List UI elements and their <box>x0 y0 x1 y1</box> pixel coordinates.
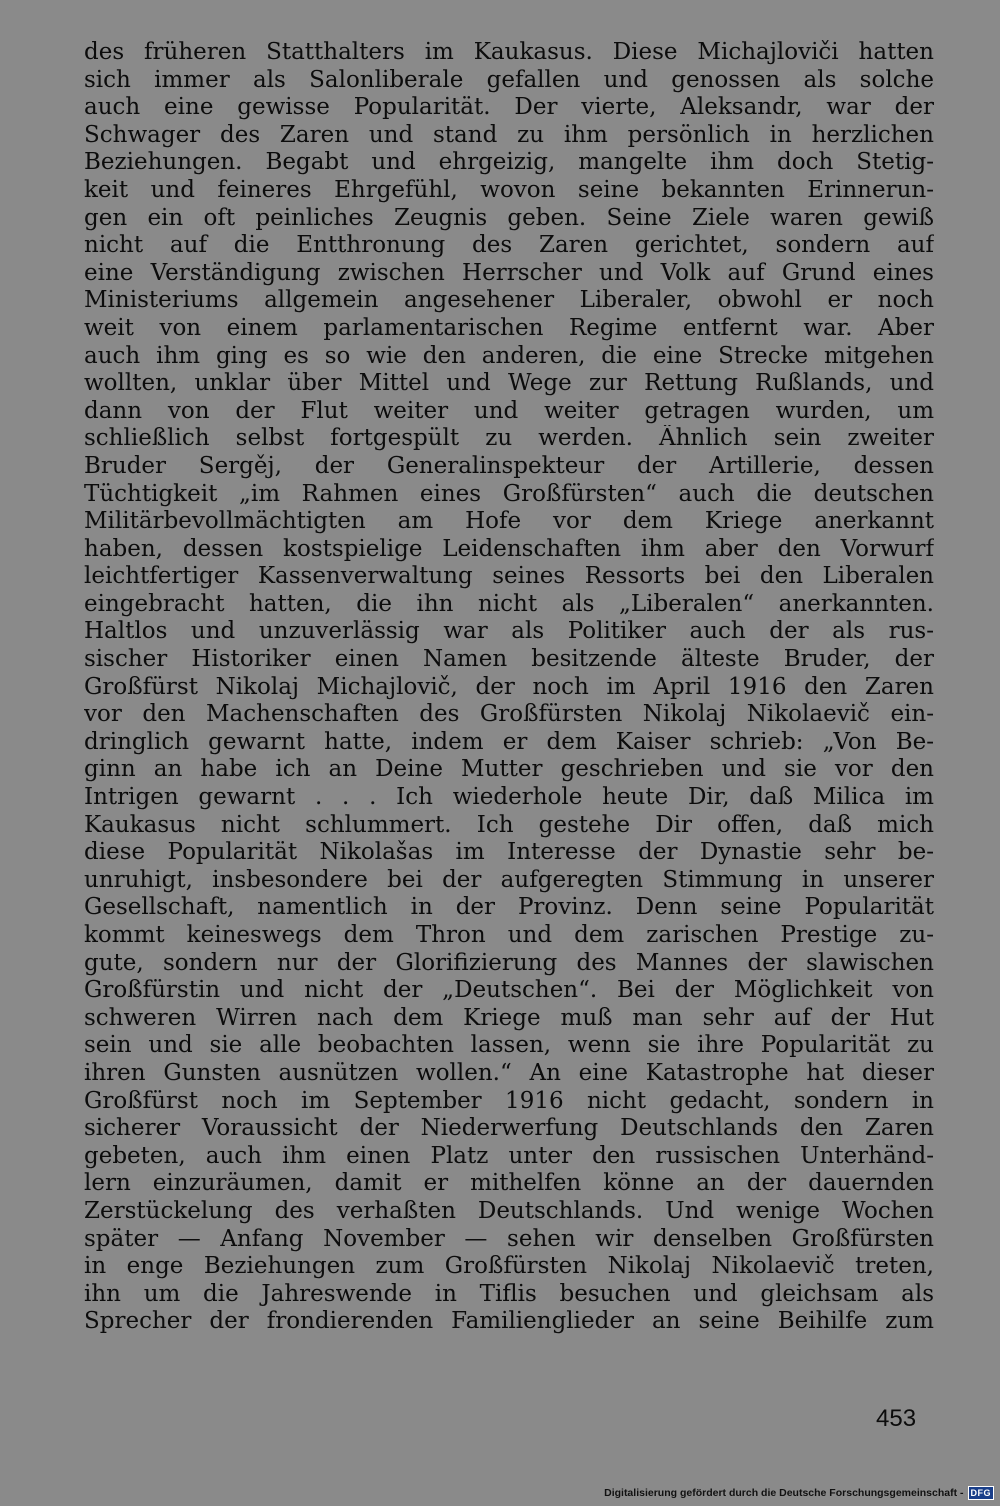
text-line: diese Popularität Nikolašas im Interesse der Dynastie sehr be- <box>84 839 934 866</box>
text-line: Großfürst noch im September 1916 nicht gedacht, sondern in <box>84 1087 934 1114</box>
text-line: Großfürstin und nicht der „Deutschen“. Bei der Möglichkeit von <box>84 977 934 1004</box>
text-line: Gesellschaft, namentlich in der Provinz. Denn seine Popularität <box>84 894 934 921</box>
text-line: später — Anfang November — sehen wir denselben Großfürsten <box>84 1225 934 1252</box>
text-line: Großfürst Nikolaj Michajlovič, der noch im April 1916 den Zaren <box>84 673 934 700</box>
text-line: gebeten, auch ihm einen Platz unter den russischen Unterhänd- <box>84 1142 934 1169</box>
text-line: Ministeriums allgemein angesehener Liberaler, obwohl er noch <box>84 287 934 314</box>
text-line: Bruder Sergěj, der Generalinspekteur der Artillerie, dessen <box>84 452 934 479</box>
text-line: schließlich selbst fortgespült zu werden. Ähnlich sein zweiter <box>84 425 934 452</box>
text-line: sein und sie alle beobachten lassen, wenn sie ihre Popularität zu <box>84 1032 934 1059</box>
text-line: weit von einem parlamentarischen Regime entfernt war. Aber <box>84 314 934 341</box>
text-line: nicht auf die Entthronung des Zaren gerichtet, sondern auf <box>84 232 934 259</box>
text-line: ginn an habe ich an Deine Mutter geschrieben und sie vor den <box>84 756 934 783</box>
text-line: haben, dessen kostspielige Leidenschaften ihm aber den Vorwurf <box>84 535 934 562</box>
dfg-logo: DFG <box>968 1486 995 1500</box>
body-text <box>84 39 934 1336</box>
text-line: Tüchtigkeit „im Rahmen eines Großfürsten“ auch die deutschen <box>84 480 934 507</box>
text-line: unruhigt, insbesondere bei der aufgeregten Stimmung in unserer <box>84 866 934 893</box>
text-line: in enge Beziehungen zum Großfürsten Nikolaj Nikolaevič treten, <box>84 1253 934 1280</box>
text-line: gute, sondern nur der Glorifizierung des Mannes der slawischen <box>84 949 934 976</box>
text-line: lern einzuräumen, damit er mithelfen könne an der dauernden <box>84 1170 934 1197</box>
text-line: Kaukasus nicht schlummert. Ich gestehe Dir offen, daß mich <box>84 811 934 838</box>
text-line: auch ihm ging es so wie den anderen, die eine Strecke mitgehen <box>84 342 934 369</box>
text-line: vor den Machenschaften des Großfürsten Nikolaj Nikolaevič ein- <box>84 701 934 728</box>
text-line: gen ein oft peinliches Zeugnis geben. Seine Ziele waren gewiß <box>84 204 934 231</box>
text-line: sicherer Voraussicht der Niederwerfung Deutschlands den Zaren <box>84 1115 934 1142</box>
text-line: keit und feineres Ehrgefühl, wovon seine bekannten Erinnerun- <box>84 176 934 203</box>
text-line: auch eine gewisse Popularität. Der vierte, Aleksandr, war der <box>84 94 934 121</box>
text-line: kommt keineswegs dem Thron und dem zarischen Prestige zu- <box>84 922 934 948</box>
text-line: Schwager des Zaren und stand zu ihm persönlich in herzlichen <box>84 121 934 148</box>
text-line: Beziehungen. Begabt und ehrgeizig, mangelte ihm doch Stetig- <box>84 149 934 176</box>
text-line: dann von der Flut weiter und weiter getragen wurden, um <box>84 397 934 424</box>
text-line: dringlich gewarnt hatte, indem er dem Kaiser schrieb: „Von Be- <box>84 728 934 755</box>
text-line: Haltlos und unzuverlässig war als Politiker auch der als rus- <box>84 618 934 645</box>
text-line: Intrigen gewarnt . . . Ich wiederhole heute Dir, daß Milica im <box>84 784 934 811</box>
text-line: eingebracht hatten, die ihn nicht als „Liberalen“ anerkannten. <box>84 590 934 617</box>
text-line: Zerstückelung des verhaßten Deutschlands. Und wenige Wochen <box>84 1197 934 1224</box>
text-line: sich immer als Salonliberale gefallen und genossen als solche <box>84 66 934 93</box>
text-line: des früheren Statthalters im Kaukasus. Diese Michajloviči hatten <box>84 39 934 65</box>
text-line: sischer Historiker einen Namen besitzende älteste Bruder, der <box>84 646 934 673</box>
text-line: Sprecher der frondierenden Familienglieder an seine Beihilfe zum <box>84 1308 934 1335</box>
digitization-credit <box>604 1486 994 1500</box>
credit-text: Digitalisierung gefördert durch die Deutsche Forschungsgemeinschaft - <box>604 1487 964 1499</box>
text-line: eine Verständigung zwischen Herrscher und Volk auf Grund eines <box>84 259 934 286</box>
page-number: 453 <box>876 1405 917 1432</box>
text-line: Militärbevollmächtigten am Hofe vor dem Kriege anerkannt <box>84 508 934 535</box>
text-line: ihn um die Jahreswende in Tiflis besuchen und gleichsam als <box>84 1280 934 1307</box>
text-line: ihren Gunsten ausnützen wollen.“ An eine Katastrophe hat dieser <box>84 1059 934 1086</box>
text-line: wollten, unklar über Mittel und Wege zur Rettung Rußlands, und <box>84 370 934 397</box>
text-line: schweren Wirren nach dem Kriege muß man sehr auf der Hut <box>84 1004 934 1031</box>
text-line: leichtfertiger Kassenverwaltung seines Ressorts bei den Liberalen <box>84 563 934 590</box>
